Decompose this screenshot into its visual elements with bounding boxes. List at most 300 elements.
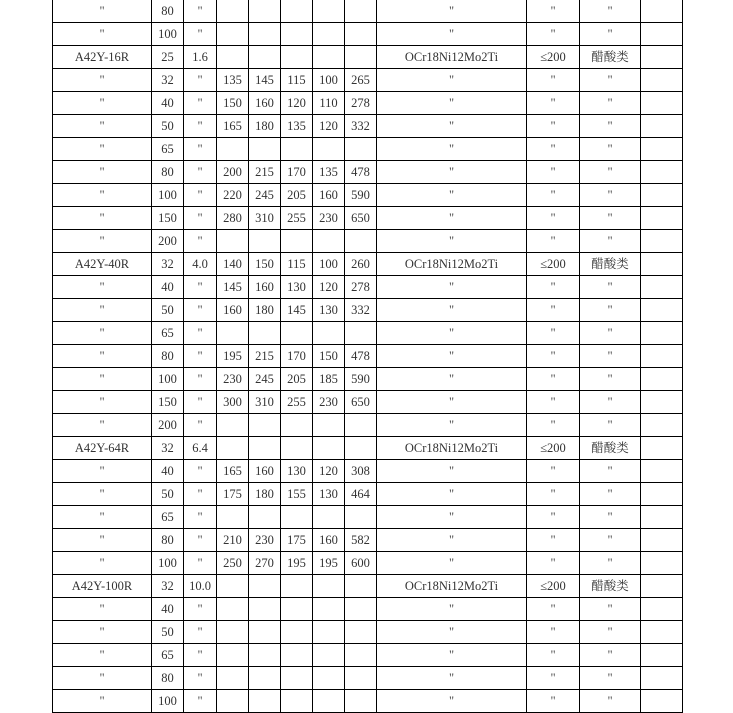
cell-nominal-diameter: 40 <box>152 598 184 621</box>
cell-temperature: " <box>527 414 580 437</box>
cell-dim-d2: 135 <box>313 161 345 184</box>
cell-body-material: " <box>377 345 527 368</box>
cell-nominal-pressure: " <box>184 161 217 184</box>
table-row <box>53 161 683 184</box>
cell-dim-l: 160 <box>217 299 249 322</box>
cell-dim-d2: 195 <box>313 552 345 575</box>
table-row <box>53 460 683 483</box>
cell-temperature: " <box>527 345 580 368</box>
valve-spec-table <box>52 0 683 713</box>
cell-extra <box>641 115 683 138</box>
cell-medium: " <box>580 414 641 437</box>
cell-dim-d1 <box>281 667 313 690</box>
cell-dim-d2 <box>313 598 345 621</box>
cell-weight: 308 <box>345 460 377 483</box>
cell-dim-l: 280 <box>217 207 249 230</box>
cell-body-material: OCr18Ni12Mo2Ti <box>377 253 527 276</box>
cell-nominal-pressure: " <box>184 207 217 230</box>
cell-dim-d1: 195 <box>281 552 313 575</box>
cell-model: " <box>53 621 152 644</box>
cell-extra <box>641 207 683 230</box>
cell-nominal-pressure: " <box>184 667 217 690</box>
cell-weight <box>345 322 377 345</box>
cell-body-material: " <box>377 460 527 483</box>
cell-nominal-diameter: 80 <box>152 161 184 184</box>
cell-dim-d: 180 <box>249 483 281 506</box>
cell-dim-d: 150 <box>249 253 281 276</box>
cell-nominal-diameter: 32 <box>152 69 184 92</box>
cell-temperature: " <box>527 552 580 575</box>
cell-nominal-pressure: " <box>184 69 217 92</box>
cell-extra <box>641 299 683 322</box>
cell-dim-d1 <box>281 46 313 69</box>
cell-medium: " <box>580 552 641 575</box>
cell-model: " <box>53 0 152 23</box>
cell-extra <box>641 276 683 299</box>
cell-medium: " <box>580 391 641 414</box>
cell-medium: " <box>580 23 641 46</box>
cell-nominal-pressure: " <box>184 391 217 414</box>
cell-nominal-pressure: 4.0 <box>184 253 217 276</box>
cell-nominal-diameter: 200 <box>152 414 184 437</box>
cell-extra <box>641 138 683 161</box>
cell-extra <box>641 529 683 552</box>
cell-dim-d2 <box>313 621 345 644</box>
cell-body-material: " <box>377 414 527 437</box>
cell-model: " <box>53 690 152 713</box>
cell-medium: 醋酸类 <box>580 46 641 69</box>
cell-body-material: " <box>377 506 527 529</box>
cell-dim-d1 <box>281 322 313 345</box>
cell-dim-d2 <box>313 322 345 345</box>
cell-dim-d1: 255 <box>281 207 313 230</box>
cell-extra <box>641 391 683 414</box>
cell-temperature: " <box>527 506 580 529</box>
cell-weight: 650 <box>345 391 377 414</box>
cell-extra <box>641 460 683 483</box>
cell-nominal-diameter: 80 <box>152 0 184 23</box>
cell-weight: 278 <box>345 276 377 299</box>
cell-dim-d1 <box>281 506 313 529</box>
cell-temperature: " <box>527 69 580 92</box>
cell-temperature: " <box>527 322 580 345</box>
cell-dim-l: 210 <box>217 529 249 552</box>
cell-dim-d <box>249 598 281 621</box>
cell-nominal-pressure: 6.4 <box>184 437 217 460</box>
cell-weight <box>345 621 377 644</box>
cell-body-material: " <box>377 276 527 299</box>
cell-weight: 650 <box>345 207 377 230</box>
cell-extra <box>641 506 683 529</box>
cell-model: " <box>53 184 152 207</box>
cell-dim-d2: 230 <box>313 391 345 414</box>
cell-nominal-pressure: " <box>184 644 217 667</box>
cell-nominal-diameter: 32 <box>152 437 184 460</box>
cell-nominal-diameter: 100 <box>152 552 184 575</box>
cell-dim-d1 <box>281 575 313 598</box>
cell-dim-d1 <box>281 437 313 460</box>
cell-temperature: ≤200 <box>527 253 580 276</box>
cell-weight: 600 <box>345 552 377 575</box>
cell-dim-d: 215 <box>249 161 281 184</box>
cell-model: " <box>53 115 152 138</box>
cell-body-material: " <box>377 0 527 23</box>
cell-dim-d2 <box>313 690 345 713</box>
cell-dim-d2 <box>313 23 345 46</box>
table-row <box>53 276 683 299</box>
cell-dim-d: 180 <box>249 299 281 322</box>
cell-dim-d1 <box>281 621 313 644</box>
cell-extra <box>641 161 683 184</box>
cell-dim-l: 140 <box>217 253 249 276</box>
cell-dim-d: 160 <box>249 276 281 299</box>
cell-dim-d2 <box>313 0 345 23</box>
cell-dim-d <box>249 667 281 690</box>
cell-weight: 582 <box>345 529 377 552</box>
cell-weight: 478 <box>345 161 377 184</box>
cell-dim-d1 <box>281 414 313 437</box>
cell-dim-l <box>217 575 249 598</box>
cell-dim-l: 200 <box>217 161 249 184</box>
cell-model: " <box>53 345 152 368</box>
cell-temperature: " <box>527 621 580 644</box>
cell-temperature: " <box>527 391 580 414</box>
cell-dim-d <box>249 46 281 69</box>
cell-nominal-diameter: 65 <box>152 322 184 345</box>
cell-extra <box>641 23 683 46</box>
cell-nominal-pressure: " <box>184 115 217 138</box>
cell-dim-d2 <box>313 230 345 253</box>
cell-dim-d: 310 <box>249 391 281 414</box>
cell-dim-l <box>217 23 249 46</box>
cell-body-material: " <box>377 322 527 345</box>
cell-dim-d1: 205 <box>281 368 313 391</box>
cell-dim-d2 <box>313 506 345 529</box>
cell-nominal-diameter: 32 <box>152 253 184 276</box>
cell-medium: " <box>580 529 641 552</box>
cell-nominal-diameter: 65 <box>152 506 184 529</box>
cell-nominal-diameter: 32 <box>152 575 184 598</box>
cell-dim-l <box>217 230 249 253</box>
table-row <box>53 253 683 276</box>
cell-body-material: OCr18Ni12Mo2Ti <box>377 437 527 460</box>
cell-nominal-pressure: " <box>184 23 217 46</box>
cell-medium: " <box>580 299 641 322</box>
table-row <box>53 230 683 253</box>
cell-dim-l: 145 <box>217 276 249 299</box>
cell-dim-d <box>249 575 281 598</box>
cell-body-material: " <box>377 69 527 92</box>
cell-nominal-pressure: " <box>184 598 217 621</box>
cell-dim-d <box>249 138 281 161</box>
cell-nominal-diameter: 80 <box>152 529 184 552</box>
cell-weight: 590 <box>345 368 377 391</box>
cell-dim-l: 195 <box>217 345 249 368</box>
cell-weight <box>345 690 377 713</box>
cell-extra <box>641 345 683 368</box>
cell-temperature: " <box>527 161 580 184</box>
cell-extra <box>641 69 683 92</box>
cell-dim-l: 300 <box>217 391 249 414</box>
cell-medium: " <box>580 138 641 161</box>
cell-model: " <box>53 138 152 161</box>
cell-weight <box>345 46 377 69</box>
cell-temperature: " <box>527 184 580 207</box>
cell-nominal-pressure: " <box>184 368 217 391</box>
cell-dim-d: 270 <box>249 552 281 575</box>
table-body <box>53 0 683 713</box>
cell-dim-d <box>249 414 281 437</box>
cell-temperature: " <box>527 483 580 506</box>
cell-dim-l: 230 <box>217 368 249 391</box>
cell-extra <box>641 644 683 667</box>
cell-dim-d1: 130 <box>281 460 313 483</box>
cell-medium: " <box>580 0 641 23</box>
cell-nominal-pressure: " <box>184 322 217 345</box>
cell-dim-l <box>217 667 249 690</box>
cell-dim-d: 145 <box>249 69 281 92</box>
cell-temperature: " <box>527 0 580 23</box>
cell-body-material: " <box>377 207 527 230</box>
cell-dim-l: 165 <box>217 115 249 138</box>
cell-nominal-pressure: " <box>184 460 217 483</box>
cell-dim-d <box>249 23 281 46</box>
cell-extra <box>641 414 683 437</box>
cell-nominal-diameter: 50 <box>152 299 184 322</box>
cell-nominal-diameter: 100 <box>152 23 184 46</box>
cell-dim-l <box>217 506 249 529</box>
cell-dim-d2: 120 <box>313 276 345 299</box>
cell-medium: " <box>580 69 641 92</box>
table-row <box>53 368 683 391</box>
cell-model: " <box>53 92 152 115</box>
cell-weight: 265 <box>345 69 377 92</box>
cell-dim-d: 245 <box>249 184 281 207</box>
cell-dim-d <box>249 644 281 667</box>
cell-nominal-pressure: " <box>184 230 217 253</box>
cell-medium: " <box>580 161 641 184</box>
cell-extra <box>641 184 683 207</box>
cell-temperature: " <box>527 138 580 161</box>
cell-model: " <box>53 483 152 506</box>
cell-body-material: " <box>377 552 527 575</box>
cell-extra <box>641 598 683 621</box>
cell-nominal-pressure: " <box>184 345 217 368</box>
cell-dim-d2: 120 <box>313 115 345 138</box>
cell-dim-l <box>217 598 249 621</box>
cell-body-material: " <box>377 138 527 161</box>
cell-weight: 332 <box>345 115 377 138</box>
cell-weight: 590 <box>345 184 377 207</box>
cell-dim-d2: 130 <box>313 299 345 322</box>
table-row <box>53 345 683 368</box>
cell-medium: " <box>580 322 641 345</box>
cell-dim-d2: 160 <box>313 184 345 207</box>
cell-medium: " <box>580 460 641 483</box>
table-row <box>53 552 683 575</box>
cell-extra <box>641 322 683 345</box>
cell-medium: 醋酸类 <box>580 437 641 460</box>
cell-medium: " <box>580 506 641 529</box>
cell-dim-d1 <box>281 598 313 621</box>
cell-nominal-pressure: " <box>184 92 217 115</box>
cell-dim-d: 215 <box>249 345 281 368</box>
cell-model: " <box>53 552 152 575</box>
cell-dim-d1: 170 <box>281 345 313 368</box>
cell-nominal-pressure: " <box>184 138 217 161</box>
cell-model: " <box>53 23 152 46</box>
cell-dim-d1 <box>281 138 313 161</box>
cell-dim-d2: 110 <box>313 92 345 115</box>
cell-dim-l <box>217 414 249 437</box>
cell-nominal-pressure: " <box>184 506 217 529</box>
cell-body-material: " <box>377 184 527 207</box>
cell-nominal-diameter: 40 <box>152 460 184 483</box>
cell-nominal-pressure: 10.0 <box>184 575 217 598</box>
cell-nominal-pressure: " <box>184 184 217 207</box>
cell-dim-d <box>249 230 281 253</box>
table-row <box>53 46 683 69</box>
cell-model: " <box>53 161 152 184</box>
cell-dim-d1 <box>281 23 313 46</box>
cell-temperature: ≤200 <box>527 575 580 598</box>
cell-weight: 478 <box>345 345 377 368</box>
table-row <box>53 92 683 115</box>
table-row <box>53 115 683 138</box>
cell-extra <box>641 483 683 506</box>
table-row <box>53 667 683 690</box>
cell-dim-d <box>249 506 281 529</box>
cell-body-material: " <box>377 690 527 713</box>
cell-model: " <box>53 460 152 483</box>
table-row <box>53 506 683 529</box>
cell-dim-d <box>249 437 281 460</box>
cell-body-material: OCr18Ni12Mo2Ti <box>377 575 527 598</box>
cell-model: " <box>53 207 152 230</box>
cell-dim-d1 <box>281 230 313 253</box>
cell-nominal-pressure: " <box>184 299 217 322</box>
cell-temperature: " <box>527 368 580 391</box>
cell-weight <box>345 230 377 253</box>
cell-medium: 醋酸类 <box>580 253 641 276</box>
cell-body-material: " <box>377 23 527 46</box>
cell-weight <box>345 0 377 23</box>
cell-weight <box>345 667 377 690</box>
cell-nominal-diameter: 50 <box>152 115 184 138</box>
cell-body-material: " <box>377 230 527 253</box>
cell-dim-d: 230 <box>249 529 281 552</box>
cell-medium: " <box>580 345 641 368</box>
cell-dim-l: 150 <box>217 92 249 115</box>
cell-weight: 278 <box>345 92 377 115</box>
cell-weight <box>345 575 377 598</box>
cell-medium: " <box>580 276 641 299</box>
table-row <box>53 621 683 644</box>
table-row <box>53 184 683 207</box>
cell-temperature: " <box>527 598 580 621</box>
cell-dim-d: 245 <box>249 368 281 391</box>
cell-nominal-pressure: " <box>184 276 217 299</box>
cell-dim-d1 <box>281 644 313 667</box>
cell-weight <box>345 506 377 529</box>
cell-medium: " <box>580 115 641 138</box>
cell-nominal-diameter: 100 <box>152 368 184 391</box>
cell-dim-l: 135 <box>217 69 249 92</box>
cell-model: A42Y-64R <box>53 437 152 460</box>
cell-medium: " <box>580 92 641 115</box>
cell-dim-d2 <box>313 46 345 69</box>
cell-nominal-diameter: 150 <box>152 207 184 230</box>
cell-body-material: " <box>377 529 527 552</box>
table-row <box>53 414 683 437</box>
cell-medium: 醋酸类 <box>580 575 641 598</box>
cell-nominal-pressure: " <box>184 483 217 506</box>
cell-dim-d1: 115 <box>281 69 313 92</box>
cell-temperature: ≤200 <box>527 46 580 69</box>
cell-dim-d: 160 <box>249 92 281 115</box>
cell-dim-d1: 255 <box>281 391 313 414</box>
cell-body-material: " <box>377 644 527 667</box>
cell-extra <box>641 621 683 644</box>
table-row <box>53 0 683 23</box>
cell-medium: " <box>580 621 641 644</box>
table-row <box>53 69 683 92</box>
cell-dim-l <box>217 46 249 69</box>
cell-dim-d2 <box>313 138 345 161</box>
cell-medium: " <box>580 184 641 207</box>
table-row <box>53 23 683 46</box>
cell-nominal-pressure: " <box>184 552 217 575</box>
cell-weight: 260 <box>345 253 377 276</box>
cell-model: A42Y-100R <box>53 575 152 598</box>
cell-temperature: " <box>527 230 580 253</box>
cell-dim-d2 <box>313 667 345 690</box>
cell-dim-d2 <box>313 644 345 667</box>
cell-nominal-diameter: 80 <box>152 667 184 690</box>
cell-temperature: " <box>527 299 580 322</box>
cell-dim-d: 160 <box>249 460 281 483</box>
cell-nominal-diameter: 100 <box>152 690 184 713</box>
cell-body-material: " <box>377 483 527 506</box>
cell-extra <box>641 92 683 115</box>
cell-body-material: " <box>377 368 527 391</box>
table-row <box>53 207 683 230</box>
cell-nominal-diameter: 65 <box>152 138 184 161</box>
cell-medium: " <box>580 598 641 621</box>
cell-dim-d2: 160 <box>313 529 345 552</box>
cell-medium: " <box>580 207 641 230</box>
cell-dim-d2: 150 <box>313 345 345 368</box>
cell-body-material: " <box>377 115 527 138</box>
cell-dim-d1: 205 <box>281 184 313 207</box>
cell-nominal-diameter: 100 <box>152 184 184 207</box>
cell-nominal-diameter: 200 <box>152 230 184 253</box>
cell-body-material: " <box>377 299 527 322</box>
cell-model: " <box>53 368 152 391</box>
cell-dim-d <box>249 690 281 713</box>
cell-extra <box>641 552 683 575</box>
cell-extra <box>641 437 683 460</box>
cell-model: " <box>53 299 152 322</box>
cell-dim-l <box>217 621 249 644</box>
cell-dim-d2 <box>313 414 345 437</box>
cell-nominal-pressure: " <box>184 414 217 437</box>
cell-weight <box>345 598 377 621</box>
cell-weight <box>345 644 377 667</box>
cell-model: A42Y-40R <box>53 253 152 276</box>
cell-dim-d <box>249 0 281 23</box>
table-row <box>53 483 683 506</box>
